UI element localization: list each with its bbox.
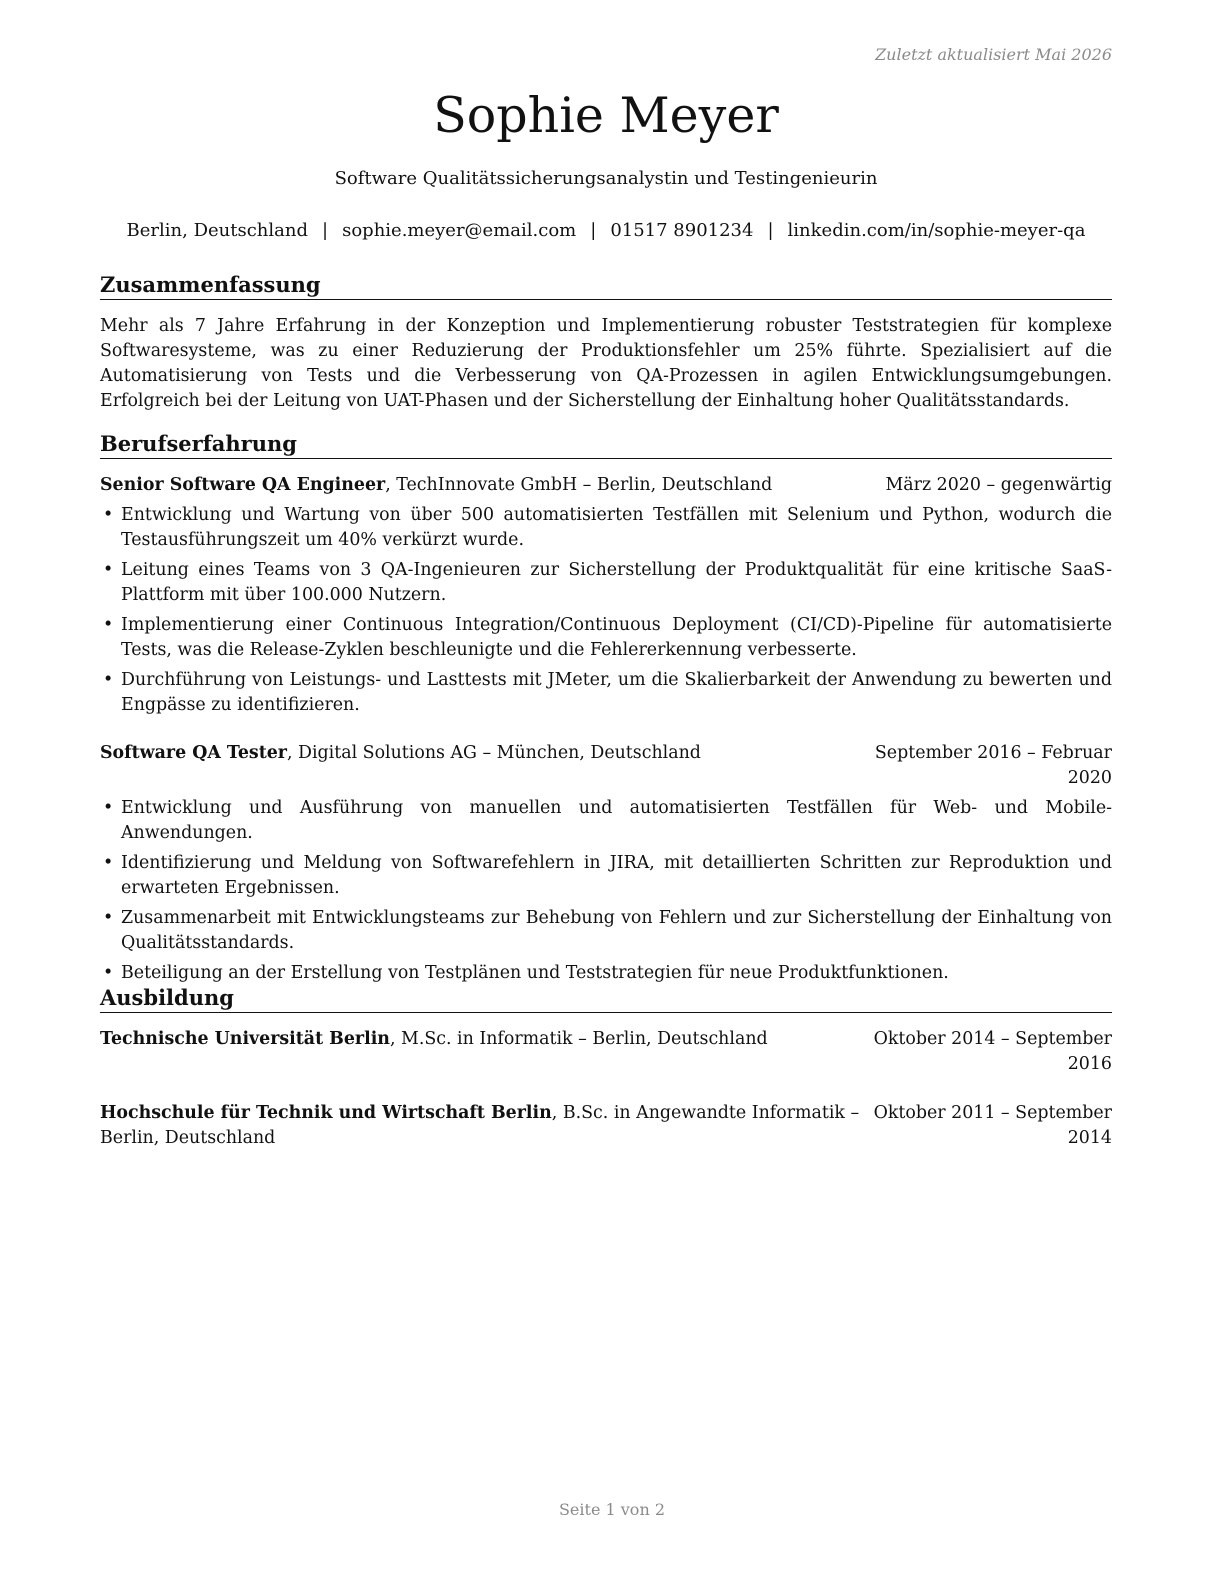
bullet-text: Identifizierung und Meldung von Softwarefehlern in JIRA, mit detaillierten Schritten zur Reproduktion und erwarteten Ergebnissen. xyxy=(121,853,1112,898)
job-bullet-list xyxy=(100,796,1112,991)
education-institution: Technische Universität Berlin xyxy=(100,1029,390,1049)
job-company: , Digital Solutions AG – München, Deutschland xyxy=(286,743,701,763)
job-title-line xyxy=(100,741,870,766)
bullet-icon: • xyxy=(103,963,114,983)
bullet-text: Entwicklung und Ausführung von manuellen und automatisierten Testfällen für Web- und Mobile-Anwendungen. xyxy=(121,798,1112,843)
education-line xyxy=(100,1027,870,1052)
bullet-icon: • xyxy=(103,798,114,818)
bullet-text: Implementierung einer Continuous Integration/Continuous Deployment (CI/CD)-Pipeline für automatisierte Tests, was die Release-Zyklen beschleunigte und die Fehlererkennung verbesserte. xyxy=(121,615,1112,660)
list-item xyxy=(100,906,1112,956)
contact-email[interactable]: sophie.meyer@email.com xyxy=(342,220,577,241)
education-degree: , M.Sc. in Informatik – Berlin, Deutschland xyxy=(389,1029,768,1049)
education-line xyxy=(100,1101,870,1151)
contact-location: Berlin, Deutschland xyxy=(126,220,309,241)
bullet-text: Zusammenarbeit mit Entwicklungsteams zur Behebung von Fehlern und zur Sicherstellung der Einhaltung von Qualitätsstandards. xyxy=(121,908,1112,953)
education-dates: Oktober 2014 – September 2016 xyxy=(873,1029,1112,1074)
contact-separator: | xyxy=(767,220,774,241)
list-item xyxy=(100,851,1112,901)
candidate-subtitle: Software Qualitätssicherungsanalystin und Testingenieurin xyxy=(334,168,878,189)
bullet-text: Entwicklung und Wartung von über 500 automatisierten Testfällen mit Selenium und Python, wodurch die Testausführungszeit um 40% verkürzt wurde. xyxy=(121,505,1112,550)
list-item xyxy=(100,668,1112,718)
bullet-icon: • xyxy=(103,908,114,928)
job-title: Software QA Tester xyxy=(100,743,287,763)
contact-separator: | xyxy=(322,220,329,241)
contact-linkedin[interactable]: linkedin.com/in/sophie-meyer-qa xyxy=(787,220,1086,241)
education-degree: , B.Sc. in Angewandte Informatik – Berlin, Deutschland xyxy=(100,1103,860,1148)
summary-text: Mehr als 7 Jahre Erfahrung in der Konzeption und Implementierung robuster Teststrategien für komplexe Softwaresysteme, was zu einer Reduzierung der Produktionsfehler um 25% führte. Spezialisiert auf die Automatisierung von Tests und die Verbesserung von QA-Prozessen in agilen Entwicklungsumgebungen. Erfolgreich bei der Leitung von UAT-Phasen und der Sicherstellung der Einhaltung hoher Qualitätsstandards. xyxy=(100,316,1112,411)
job-dates: September 2016 – Februar 2020 xyxy=(874,743,1112,788)
job-dates: März 2020 – gegenwärtig xyxy=(885,475,1112,495)
list-item xyxy=(100,558,1112,608)
section-heading-education: Ausbildung xyxy=(100,985,1112,1013)
bullet-icon: • xyxy=(103,670,114,690)
list-item xyxy=(100,796,1112,846)
last-updated-note: Zuletzt aktualisiert Mai 2026 xyxy=(875,45,1112,64)
bullet-icon: • xyxy=(103,560,114,580)
job-bullet-list xyxy=(100,503,1112,723)
contact-line xyxy=(100,218,1112,244)
candidate-name: Sophie Meyer xyxy=(433,87,779,144)
bullet-icon: • xyxy=(103,853,114,873)
job-title-line xyxy=(100,473,870,498)
bullet-icon: • xyxy=(103,505,114,525)
job-title: Senior Software QA Engineer xyxy=(100,475,386,495)
bullet-text: Leitung eines Teams von 3 QA-Ingenieuren zur Sicherstellung der Produktqualität für eine kritische SaaS-Plattform mit über 100.000 Nutzern. xyxy=(121,560,1112,605)
education-institution: Hochschule für Technik und Wirtschaft Berlin xyxy=(100,1103,552,1123)
education-dates: Oktober 2011 – September 2014 xyxy=(873,1103,1112,1148)
list-item xyxy=(100,503,1112,553)
bullet-text: Durchführung von Leistungs- und Lasttests mit JMeter, um die Skalierbarkeit der Anwendung zu bewerten und Engpässe zu identifizieren. xyxy=(121,670,1112,715)
contact-separator: | xyxy=(590,220,597,241)
list-item xyxy=(100,961,1112,986)
page-number: Seite 1 von 2 xyxy=(558,1500,666,1519)
bullet-icon: • xyxy=(103,615,114,635)
list-item xyxy=(100,613,1112,663)
job-company: , TechInnovate GmbH – Berlin, Deutschland xyxy=(385,475,773,495)
bullet-text: Beteiligung an der Erstellung von Testplänen und Teststrategien für neue Produktfunktionen. xyxy=(121,963,949,983)
contact-phone: 01517 8901234 xyxy=(610,220,754,241)
section-heading-summary: Zusammenfassung xyxy=(100,272,1112,300)
section-heading-experience: Berufserfahrung xyxy=(100,431,1112,459)
